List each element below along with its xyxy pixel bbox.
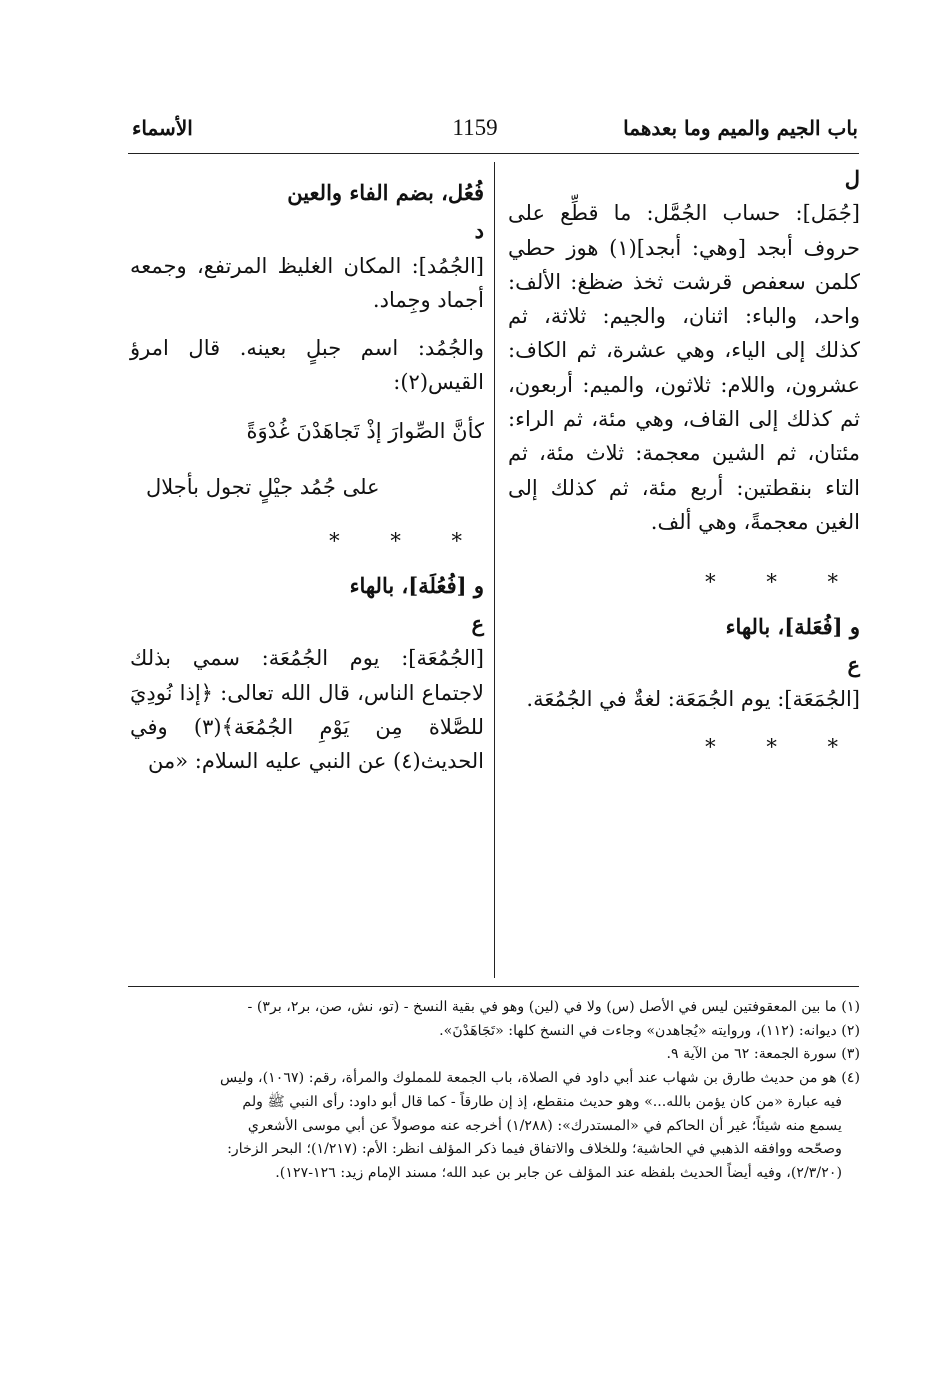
header-rule [128,153,859,154]
running-header-chapter: باب الجيم والميم وما بعدهما [623,116,858,140]
running-header-section: الأسماء [132,116,193,140]
entry-jumud: [الجُمُد]: المكان الغليظ المرتفع، وجمعه أجماد وجِماد. [130,253,484,312]
section-heading-fuala: و [فُعَلة]، بالهاء [725,613,860,639]
section-divider-stars: * * * [329,529,484,554]
entry-jumud-mountain: والجُمُد: اسم جبلٍ بعينه. قال امرؤ القيس(٢): [130,336,484,395]
poem-verse-1: كأنَّ الصِّوارَ إذْ تَجاهَدْنَ غُدْوَةً [246,418,484,443]
footnote-4-line: يسمع منه شيئاً؛ غير أن الحاكم في «المستدرك»: (١/٢٨٨) أخرجه عنه موصولاً عن أبي موسى الأشعري [247,1117,842,1134]
footnote-4: (٤) هو من حديث طارق بن شهاب عند أبي داود في الصلاة، باب الجمعة للمملوك والمرأة، رقم: (١٠٦٧)، وليس [220,1070,860,1087]
column-separator [494,162,495,978]
letter-heading-dal: د [474,218,484,244]
entry-jumaa: [الجُمَعَة]: يوم الجُمَعَة: لغةٌ في الجُمُعَة. [526,687,860,712]
section-divider-stars: * * * [705,570,860,595]
letter-heading-ain: ع [847,651,860,677]
section-divider-stars: * * * [705,735,860,760]
poem-verse-2: على جُمُد جيْلٍ تجول بأجلال [146,475,380,500]
right-column [508,162,860,765]
footnote-3: (٣) سورة الجمعة: ٦٢ من الآية ٩. [666,1046,860,1063]
left-column [130,162,484,778]
footnote-4-line: وصحّحه ووافقه الذهبي في الحاشية؛ وللخلاف والاتفاق فيما ذكر المؤلف انظر: الأم: (١/٢١٧)؛ البحر الزخار: [227,1141,842,1158]
footnote-rule [128,986,859,987]
footnote-4-line: فيه عبارة «من كان يؤمن بالله...» وهو حديث منقطع، إذ إن طارقاً - كما قال أبو داود: رأى النبي ﷺ ولم [242,1093,842,1110]
footnote-4-line: (٢/٣/٢٠)، وفيه أيضاً الحديث بلفظه عند المؤلف عن جابر بن عبد الله؛ مسند الإمام زيد: ١٢٦-١٢٧). [275,1164,842,1181]
footnote-1: (١) ما بين المعقوفتين ليس في الأصل (س) ولا في (لين) وهو في بقية النسخ - (تو، نش، صن، بر٢، بر٣) - [247,999,860,1015]
page-number: 1159 [452,115,498,140]
letter-heading-lam: ل [844,166,860,191]
section-heading-fuula: و [فُعُلَة]، بالهاء [349,572,484,598]
section-heading-fuul: فُعُل، بضم الفاء والعين [287,180,484,205]
entry-jumua: [الجُمُعَة]: يوم الجُمُعَة: سمي بذلك لاجتماع الناس، قال الله تعالى: ﴿إذا نُودِيَ للصَّلاة مِن يَوْمِ الجُمُعَة﴾(٣) وفي الحديث(٤) عن النبي عليه السلام: «من [130,646,484,774]
entry-jumal: [جُمَل]: حساب الجُمَّل: ما قطِّع على حروف أبجد [وهي: أبجد](١) هوز حطي كلمن سعفص قرشت ثخذ ضظغ: الألف: واحد، والباء: اثنان، والجيم: ثلاثة، ثم كذلك إلى الياء، وهي عشرة، ثم الكاف: عشرون، واللام: ثلاثون، والميم: أربعون، ثم كذلك إلى القاف، وهي مئة، ثم الراء: مئتان، ثم الشين معجمة: ثلاث مئة، ثم التاء بنقطتين: أربع مئة، ثم كذلك إلى الغين معجمةً، وهي ألف. [508,201,860,534]
footnotes [128,996,860,1186]
letter-heading-ain: ع [471,610,484,636]
footnote-2: (٢) ديوانه: (١١٢)، وروايته «يُجاهدن» وجاءت في النسخ كلها: «تَجَاهَدْنَ». [439,1022,860,1039]
